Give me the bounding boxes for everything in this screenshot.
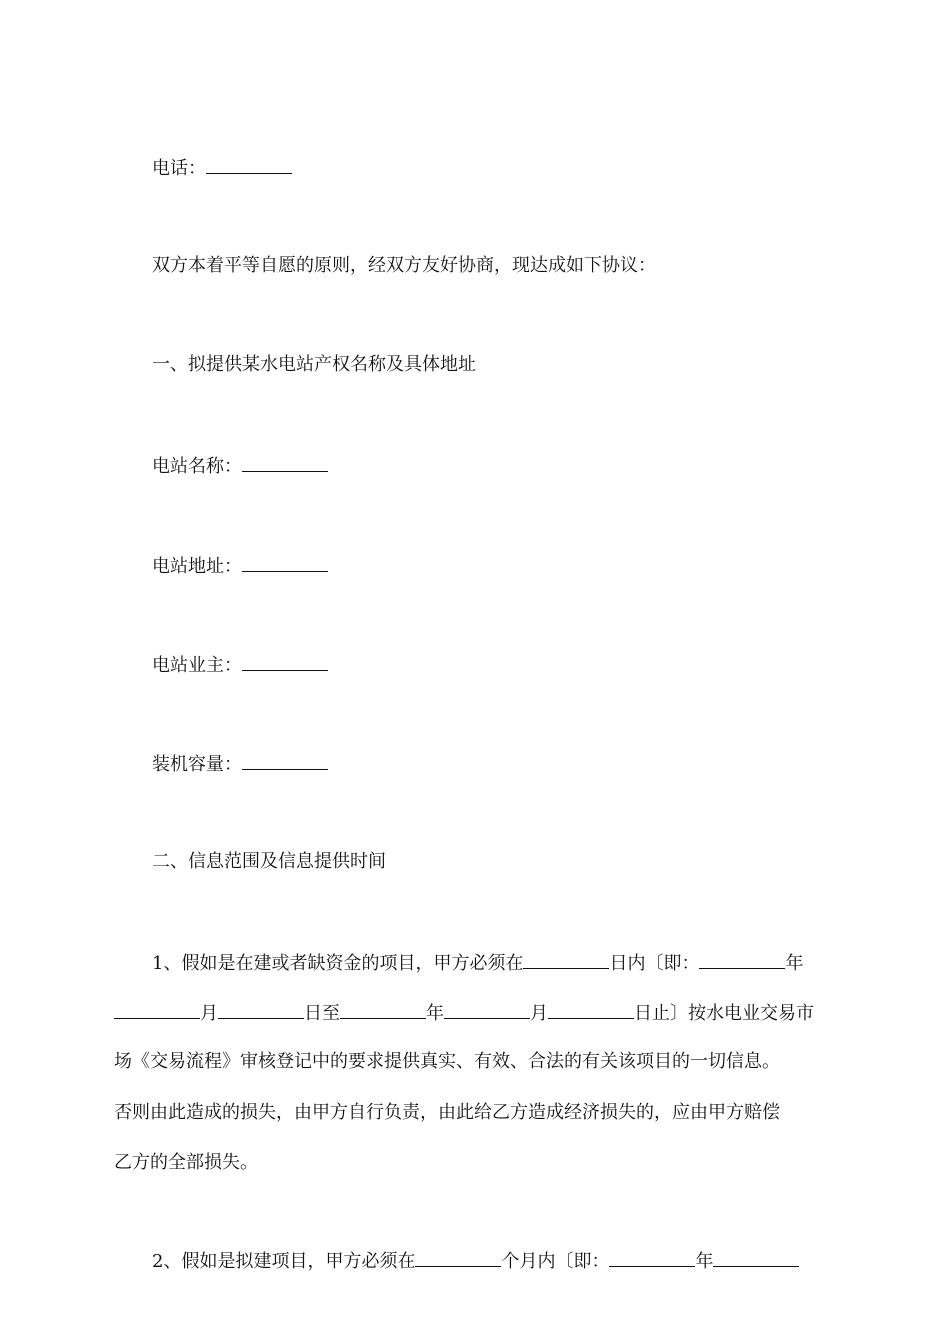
- intro-paragraph: 双方本着平等自愿的原则，经双方友好协商，现达成如下协议：: [152, 255, 656, 276]
- phone-line: [152, 155, 292, 181]
- section1-heading: 一、拟提供某水电站产权名称及具体地址: [152, 354, 476, 375]
- clause2-text-b: 个月内〔即：: [501, 1251, 610, 1272]
- clause1-line5: 乙方的全部损失。: [114, 1152, 258, 1173]
- phone-label: 电话：: [152, 158, 206, 179]
- station-name-blank[interactable]: [242, 453, 328, 472]
- station-owner-label: 电站业主：: [152, 655, 242, 676]
- clause1-text-month1: 月: [200, 1003, 218, 1024]
- clause1-text-day1: 日至: [304, 1003, 340, 1024]
- clause1-day1-blank[interactable]: [218, 1000, 304, 1019]
- phone-blank[interactable]: [206, 155, 292, 174]
- clause1-text-c: 年: [785, 953, 804, 974]
- clause2-months-blank[interactable]: [415, 1248, 501, 1267]
- clause1-text-b: 日内〔即：: [609, 953, 700, 974]
- clause1-line2: [114, 1000, 814, 1026]
- station-address-blank[interactable]: [242, 553, 328, 572]
- clause1-line4: 否则由此造成的损失，由甲方自行负责，由此给乙方造成经济损失的，应由甲方赔偿: [114, 1102, 780, 1123]
- station-name-line: [152, 453, 328, 479]
- clause2-year-blank[interactable]: [609, 1248, 695, 1267]
- station-address-label: 电站地址：: [152, 556, 242, 577]
- clause1-day2-blank[interactable]: [548, 1000, 634, 1019]
- station-owner-line: [152, 652, 328, 678]
- station-address-line: [152, 553, 328, 579]
- capacity-label: 装机容量：: [152, 754, 242, 775]
- clause1-line1: [152, 950, 803, 976]
- clause1-days-blank[interactable]: [523, 950, 609, 969]
- clause1-line3: 场《交易流程》审核登记中的要求提供真实、有效、合法的有关该项目的一切信息。: [114, 1051, 780, 1072]
- clause2-line1: [152, 1248, 799, 1274]
- clause2-text-a: 2、假如是拟建项目，甲方必须在: [152, 1251, 416, 1272]
- station-owner-blank[interactable]: [242, 652, 328, 671]
- clause1-text-day2: 日止〕按水电业交易市: [634, 1003, 814, 1024]
- section2-heading: 二、信息范围及信息提供时间: [152, 851, 386, 872]
- clause1-year2-blank[interactable]: [340, 1000, 426, 1019]
- capacity-line: [152, 751, 328, 777]
- clause2-text-c: 年: [695, 1251, 714, 1272]
- capacity-blank[interactable]: [242, 751, 328, 770]
- clause1-month1-blank[interactable]: [114, 1000, 200, 1019]
- station-name-label: 电站名称：: [152, 456, 242, 477]
- clause2-month-blank[interactable]: [713, 1248, 799, 1267]
- clause1-text-year2: 年: [426, 1003, 444, 1024]
- clause1-year1-blank[interactable]: [699, 950, 785, 969]
- clause1-text-a: 1、假如是在建或者缺资金的项目，甲方必须在: [152, 953, 524, 974]
- clause1-text-month2: 月: [530, 1003, 548, 1024]
- clause1-month2-blank[interactable]: [444, 1000, 530, 1019]
